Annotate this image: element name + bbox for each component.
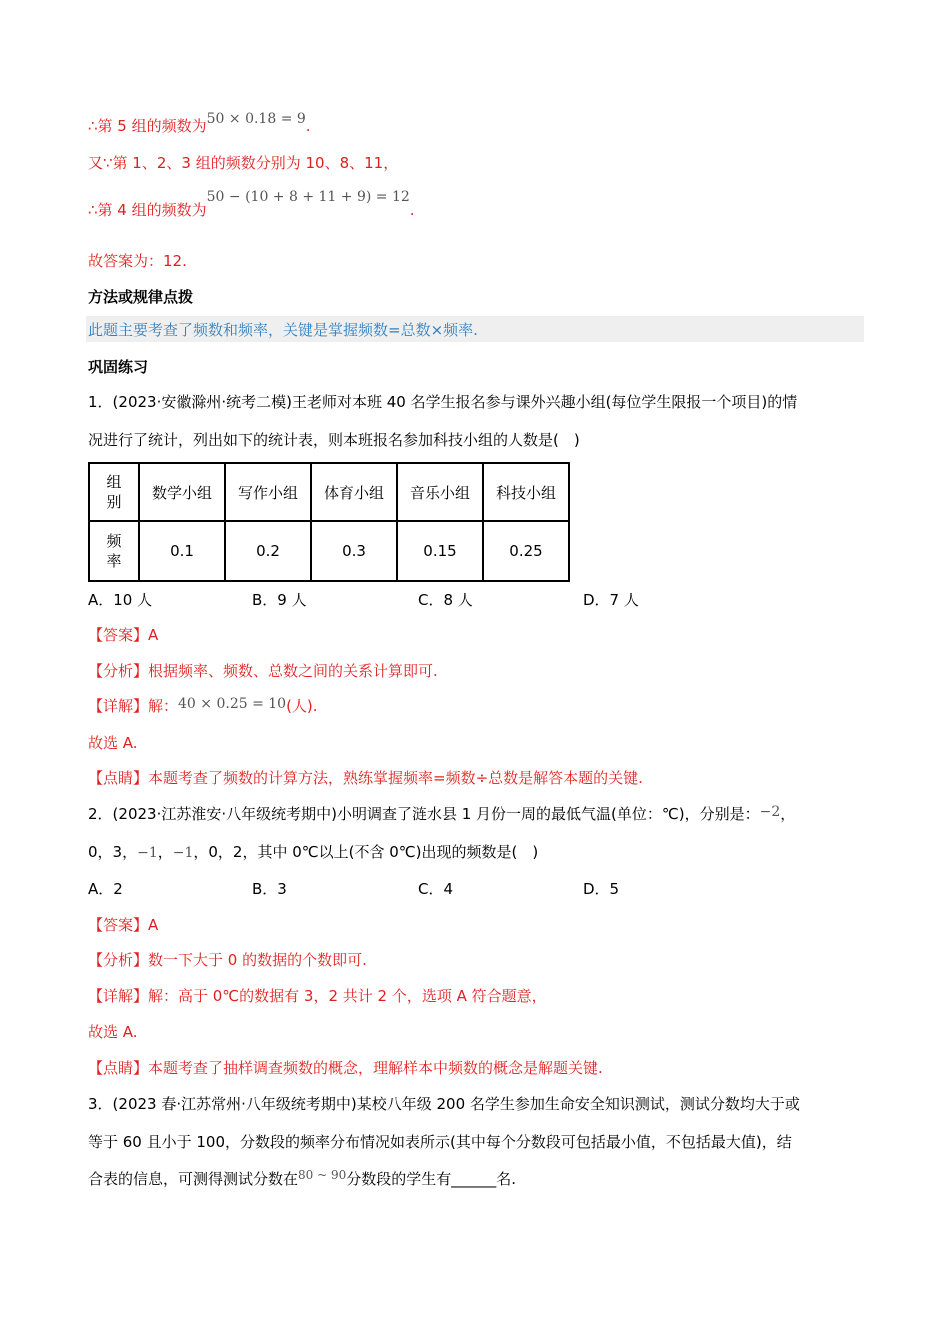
q2-stem-line2	[88, 842, 538, 863]
frequency-table	[88, 462, 570, 582]
solution-line-group5	[88, 111, 311, 137]
q1-stem-line1: 1．(2023·安徽滁州·统考二模)王老师对本班 40 名学生报名参与课外兴趣小组(每位学生限报一个项目)的情	[88, 393, 798, 411]
q2-option-a: A．2	[88, 880, 123, 898]
detail-text: 【详解】解：	[88, 697, 179, 715]
q2-comment: 【点睛】本题考查了抽样调查频数的概念，理解样本中频数的概念是解题关键.	[88, 1059, 603, 1077]
stem-text: ，	[157, 843, 173, 861]
table-cell: 科技小组	[483, 463, 569, 521]
math-formula: 80 ~ 90	[298, 1168, 347, 1182]
q2-analysis: 【分析】数一下大于 0 的数据的个数即可.	[88, 951, 367, 969]
stem-text: 合表的信息，可测得测试分数在	[88, 1170, 299, 1188]
math-formula: 50 × 0.18 = 9	[206, 111, 306, 127]
solution-line-group4	[88, 189, 415, 221]
q2-option-b: B．3	[252, 880, 287, 898]
q3-stem-line2: 等于 60 且小于 100，分数段的频率分布情况如表所示(其中每个分数段可包括最小值，不包括最大值)，结	[88, 1133, 792, 1151]
q2-option-c: C．4	[418, 880, 454, 898]
stem-text: ，0，2，其中 0℃以上(不含 0℃)出现的频数是( )	[193, 843, 539, 861]
stem-text: 0，3，	[88, 843, 138, 861]
math-formula: −1	[172, 845, 194, 861]
math-formula: −1	[137, 845, 158, 861]
table-header-char: 频	[106, 532, 122, 550]
q1-option-c: C．8 人	[418, 591, 473, 609]
practice-heading: 巩固练习	[88, 358, 149, 376]
q3-stem-line3	[88, 1169, 516, 1190]
q1-option-b: B．9 人	[252, 591, 307, 609]
table-header-char: 组	[106, 473, 122, 491]
table-row	[89, 521, 569, 581]
q2-detail: 【详解】解：高于 0℃的数据有 3，2 共计 2 个，选项 A 符合题意，	[88, 987, 547, 1005]
q1-option-a: A．10 人	[88, 591, 153, 609]
table-cell: 0.2	[225, 521, 311, 581]
q1-detail	[88, 696, 318, 717]
q2-answer: 【答案】A	[88, 916, 159, 934]
q1-option-d: D．7 人	[583, 591, 639, 609]
solution-answer: 故答案为：12.	[88, 252, 187, 270]
table-cell: 数学小组	[139, 463, 225, 521]
table-cell: 0.1	[139, 521, 225, 581]
stem-text: ，	[780, 805, 796, 823]
table-cell: 写作小组	[225, 463, 311, 521]
solution-text: ∴第 5 组的频数为	[88, 117, 207, 135]
q1-comment: 【点睛】本题考查了频数的计算方法，熟练掌握频率=频数÷总数是解答本题的关键.	[88, 769, 643, 787]
math-formula: 50 − (10 + 8 + 11 + 9) = 12	[206, 189, 410, 205]
solution-text: .	[409, 201, 415, 219]
table-row-header	[89, 463, 139, 521]
detail-text: (人).	[286, 697, 318, 715]
table-cell: 0.25	[483, 521, 569, 581]
table-cell: 0.3	[311, 521, 397, 581]
table-cell: 音乐小组	[397, 463, 483, 521]
solution-text: .	[305, 117, 311, 135]
q1-conclusion: 故选 A.	[88, 734, 138, 752]
q1-analysis: 【分析】根据频率、频数、总数之间的关系计算即可.	[88, 662, 438, 680]
q3-stem-line1: 3．(2023 春·江苏常州·八年级统考期中)某校八年级 200 名学生参加生命安全知识测试，测试分数均大于或	[88, 1095, 800, 1113]
table-header-char: 率	[106, 552, 122, 570]
math-formula: 40 × 0.25 = 10	[178, 696, 287, 712]
q2-option-d: D．5	[583, 880, 620, 898]
table-row	[89, 463, 569, 521]
solution-line-groups123: 又∵第 1、2、3 组的频数分别为 10、8、11，	[88, 154, 399, 172]
q1-stem-line2: 况进行了统计，列出如下的统计表，则本班报名参加科技小组的人数是( )	[88, 431, 580, 449]
table-cell: 体育小组	[311, 463, 397, 521]
q1-answer: 【答案】A	[88, 626, 159, 644]
stem-text: 2．(2023·江苏淮安·八年级统考期中)小明调查了涟水县 1 月份一周的最低气温(单位：℃)，分别是：	[88, 805, 760, 823]
solution-text: ∴第 4 组的频数为	[88, 201, 207, 219]
stem-text: 分数段的学生有______名.	[346, 1170, 517, 1188]
table-header-char: 别	[106, 493, 122, 511]
table-row-header	[89, 521, 139, 581]
math-formula: −2	[759, 804, 781, 820]
table-cell: 0.15	[397, 521, 483, 581]
q2-conclusion: 故选 A.	[88, 1023, 138, 1041]
q2-stem-line1	[88, 804, 795, 825]
tips-text: 此题主要考查了频数和频率，关键是掌握频数=总数×频率.	[88, 321, 478, 339]
tips-heading: 方法或规律点拨	[88, 288, 194, 306]
